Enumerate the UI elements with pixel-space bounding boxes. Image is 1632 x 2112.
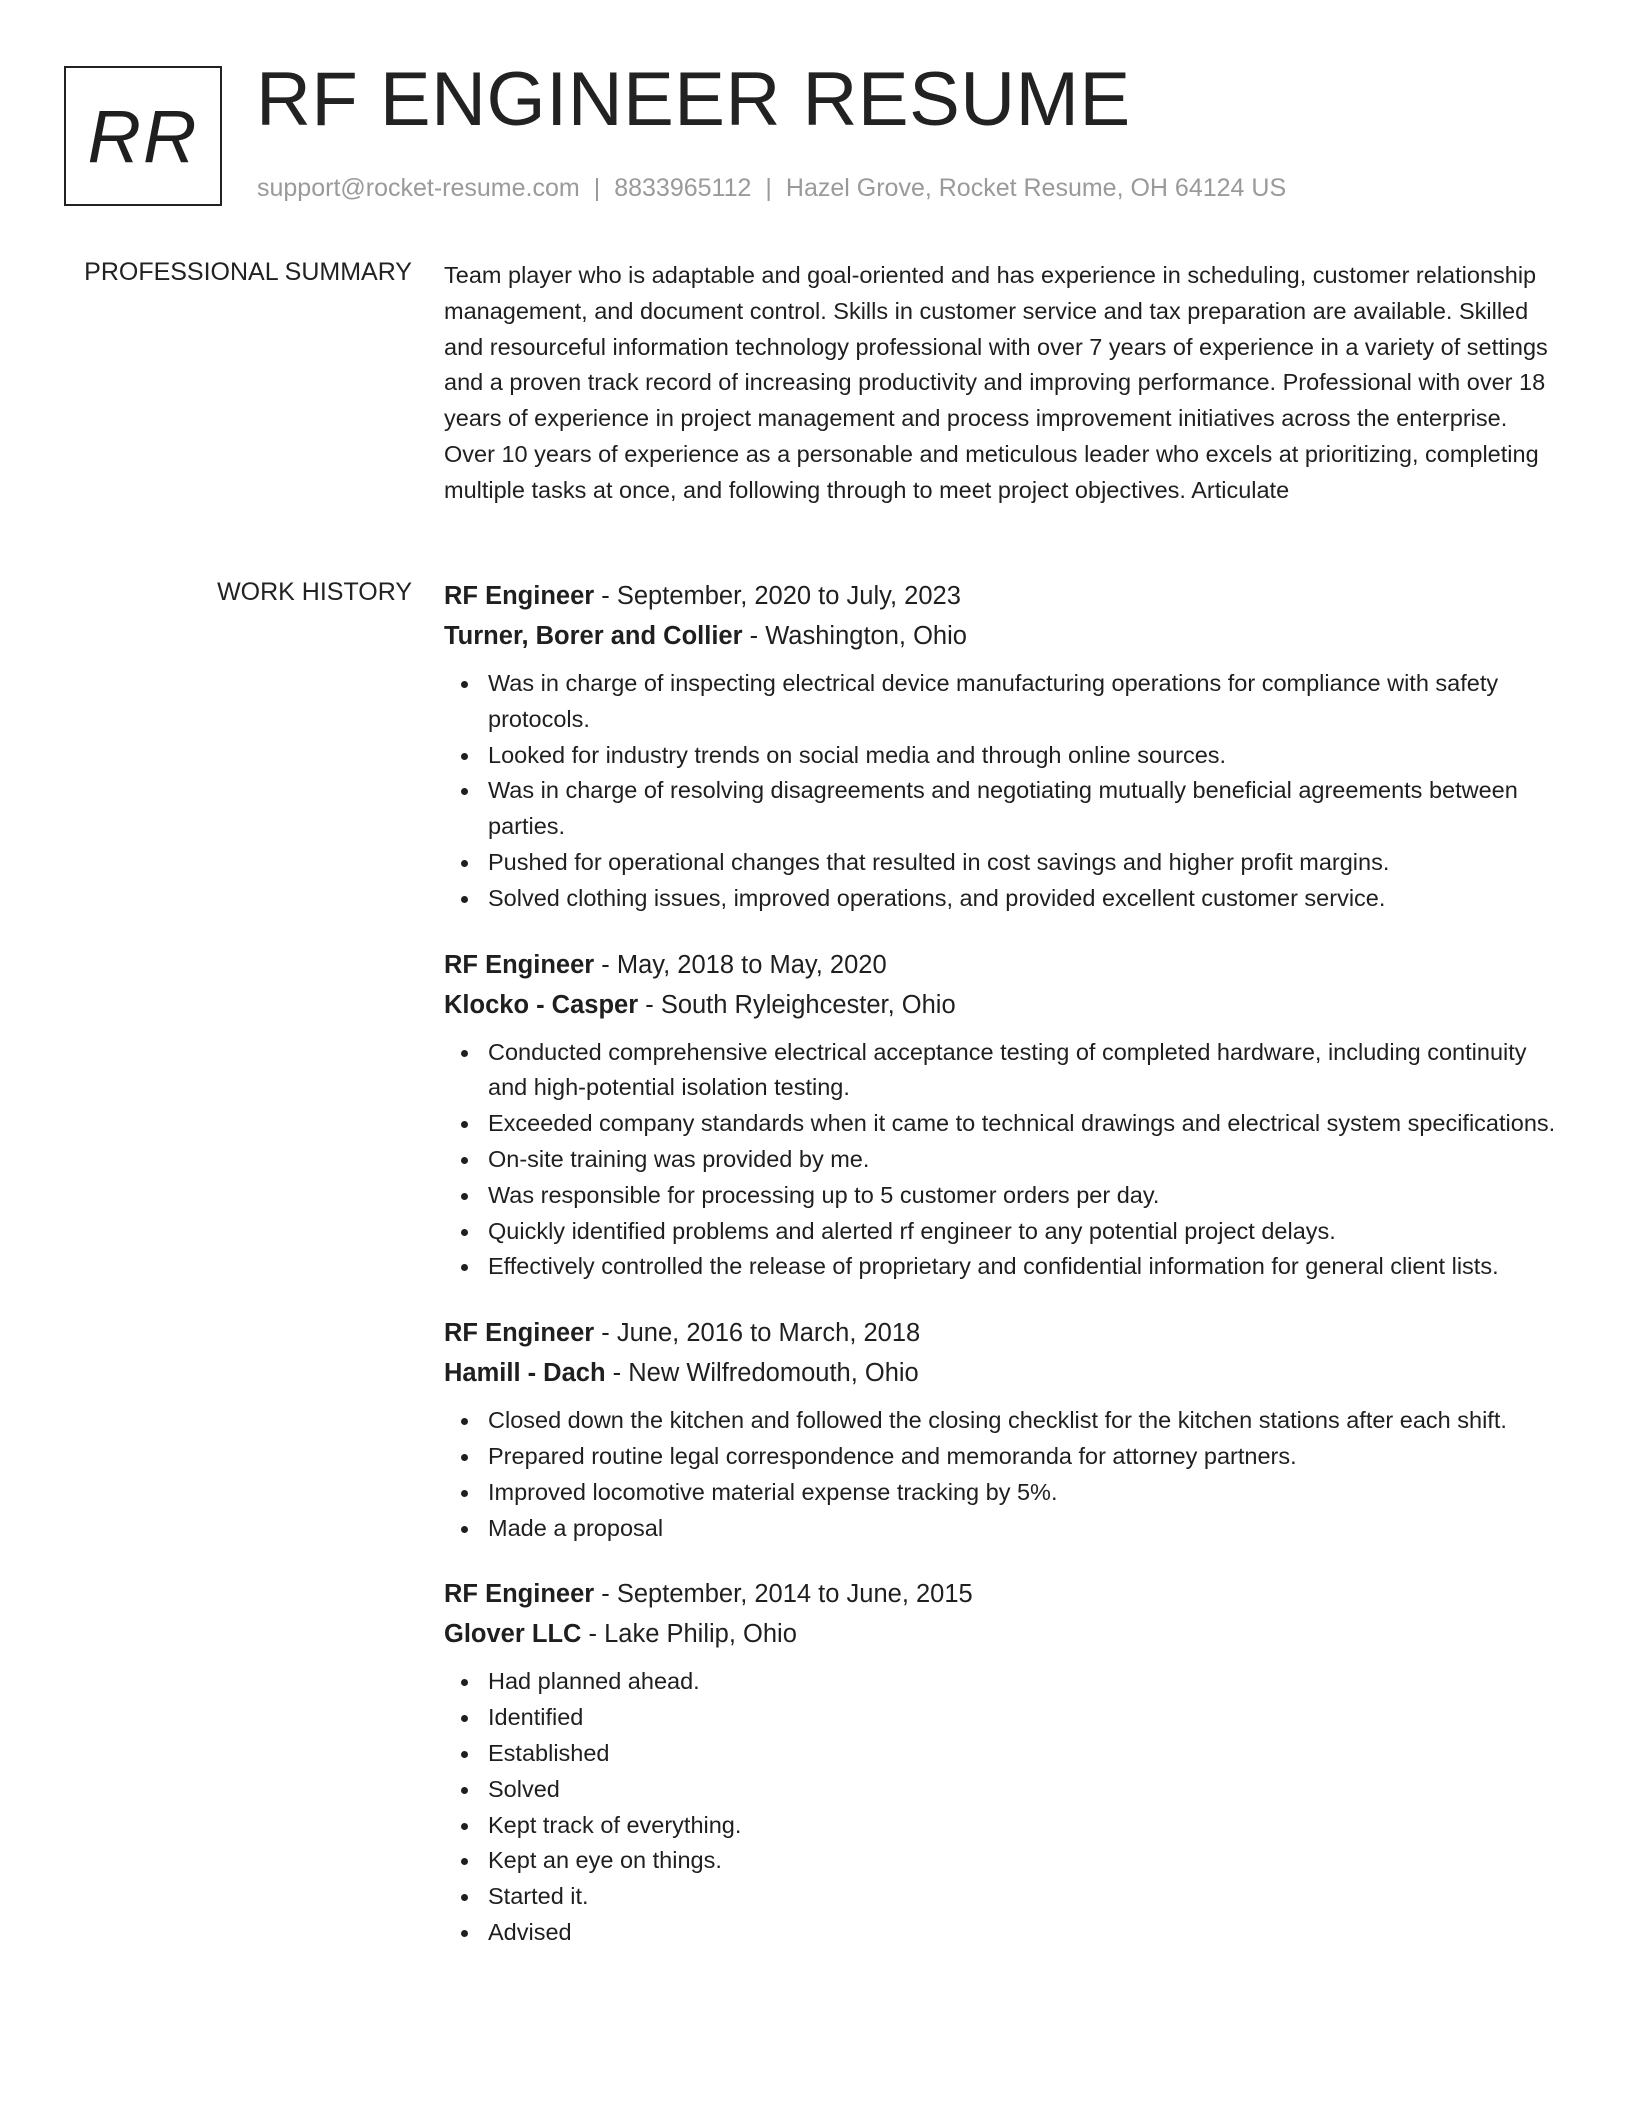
list-item: Kept an eye on things. xyxy=(444,1843,1562,1879)
job-entry xyxy=(444,1574,1562,1950)
contact-line xyxy=(257,174,1286,203)
job-dash: - xyxy=(581,1620,605,1649)
list-item: Started it. xyxy=(444,1879,1562,1915)
list-item: Identified xyxy=(444,1700,1562,1736)
job-title: RF Engineer xyxy=(444,950,595,979)
job-entry xyxy=(444,576,1562,917)
list-item: Solved clothing issues, improved operations, and provided excellent customer service. xyxy=(444,881,1562,917)
job-company: Turner, Borer and Collier xyxy=(444,622,743,650)
list-item: Pushed for operational changes that resulted in cost savings and higher profit margins. xyxy=(444,845,1562,881)
list-item: Improved locomotive material expense tracking by 5%. xyxy=(444,1475,1562,1511)
job-dash: - xyxy=(594,1319,617,1348)
job-title-line xyxy=(444,945,1562,985)
job-title: RF Engineer xyxy=(444,1319,595,1348)
job-company-line xyxy=(444,1353,1562,1393)
job-dates: September, 2020 to July, 2023 xyxy=(616,582,961,610)
job-dash: - xyxy=(742,622,766,650)
contact-separator: | xyxy=(593,174,601,202)
list-item: Had planned ahead. xyxy=(444,1664,1562,1700)
list-item: Effectively controlled the release of proprietary and confidential information for general client lists. xyxy=(444,1249,1562,1285)
job-company: Klocko - Casper xyxy=(444,990,639,1019)
job-dash: - xyxy=(594,950,617,979)
job-bullet-list xyxy=(444,1664,1562,1950)
job-company-line xyxy=(444,616,1562,656)
job-dash: - xyxy=(605,1359,629,1388)
job-entry xyxy=(444,945,1562,1286)
list-item: Established xyxy=(444,1736,1562,1772)
list-item: Advised xyxy=(444,1915,1562,1951)
contact-address: Hazel Grove, Rocket Resume, OH 64124 US xyxy=(785,174,1287,202)
job-dates: May, 2018 to May, 2020 xyxy=(616,950,887,979)
resume-title: RF ENGINEER RESUME xyxy=(256,57,1131,142)
job-title-line xyxy=(444,576,1562,616)
list-item: Quickly identified problems and alerted rf engineer to any potential project delays. xyxy=(444,1214,1562,1250)
contact-email[interactable]: support@rocket-resume.com xyxy=(257,174,580,202)
summary-text: Team player who is adaptable and goal-oriented and has experience in scheduling, customer relationship management, and document control. Skills in customer service and tax preparation are available. Skilled and resourceful information technology professional with over 7 years of experience in a variety of settings and a proven track record of increasing productivity and improving performance. Professional with over 18 years of experience in project management and process improvement initiatives across the enterprise. Over 10 years of experience as a personable and meticulous leader who excels at prioritizing, completing multiple tasks at once, and following through to meet project objectives. Articulate xyxy=(444,262,1548,503)
contact-phone[interactable]: 8833965112 xyxy=(614,174,752,202)
job-bullet-list xyxy=(444,1035,1562,1286)
section-label-work-history: WORK HISTORY xyxy=(217,578,412,606)
job-dates: June, 2016 to March, 2018 xyxy=(616,1319,921,1348)
list-item: Closed down the kitchen and followed the closing checklist for the kitchen stations after each shift. xyxy=(444,1403,1562,1439)
list-item: Solved xyxy=(444,1772,1562,1808)
job-company: Glover LLC xyxy=(444,1620,582,1649)
job-company-line xyxy=(444,985,1562,1025)
list-item: Exceeded company standards when it came to technical drawings and electrical system specifications. xyxy=(444,1106,1562,1142)
job-dates: September, 2014 to June, 2015 xyxy=(616,1580,973,1609)
job-title: RF Engineer xyxy=(444,1580,595,1609)
job-title-line xyxy=(444,1574,1562,1614)
list-item: On-site training was provided by me. xyxy=(444,1142,1562,1178)
list-item: Conducted comprehensive electrical acceptance testing of completed hardware, including continuity and high-potential isolation testing. xyxy=(444,1035,1562,1107)
list-item: Was responsible for processing up to 5 customer orders per day. xyxy=(444,1178,1562,1214)
job-dash: - xyxy=(638,990,661,1019)
list-item: Was in charge of inspecting electrical device manufacturing operations for compliance with safety protocols. xyxy=(444,666,1562,738)
contact-separator: | xyxy=(765,174,772,202)
section-label-summary: PROFESSIONAL SUMMARY xyxy=(84,258,412,286)
job-entry xyxy=(444,1313,1562,1546)
job-bullet-list xyxy=(444,666,1562,917)
job-location: Lake Philip, Ohio xyxy=(604,1620,797,1649)
job-location: South Ryleighcester, Ohio xyxy=(660,990,956,1019)
list-item: Kept track of everything. xyxy=(444,1808,1562,1844)
job-bullet-list xyxy=(444,1403,1562,1546)
job-company-line xyxy=(444,1614,1562,1654)
job-company: Hamill - Dach xyxy=(444,1359,606,1388)
list-item: Prepared routine legal correspondence and memoranda for attorney partners. xyxy=(444,1439,1562,1475)
list-item: Made a proposal xyxy=(444,1511,1562,1547)
list-item: Looked for industry trends on social media and through online sources. xyxy=(444,738,1562,774)
job-title-line xyxy=(444,1313,1562,1353)
job-dash: - xyxy=(594,1580,617,1609)
job-title: RF Engineer xyxy=(444,582,595,610)
list-item: Was in charge of resolving disagreements and negotiating mutually beneficial agreements between parties. xyxy=(444,773,1562,845)
monogram-logo: RR xyxy=(64,66,222,206)
job-location: New Wilfredomouth, Ohio xyxy=(628,1359,919,1388)
job-dash: - xyxy=(594,582,617,610)
work-history-list xyxy=(444,576,1562,1979)
job-location: Washington, Ohio xyxy=(765,622,967,650)
